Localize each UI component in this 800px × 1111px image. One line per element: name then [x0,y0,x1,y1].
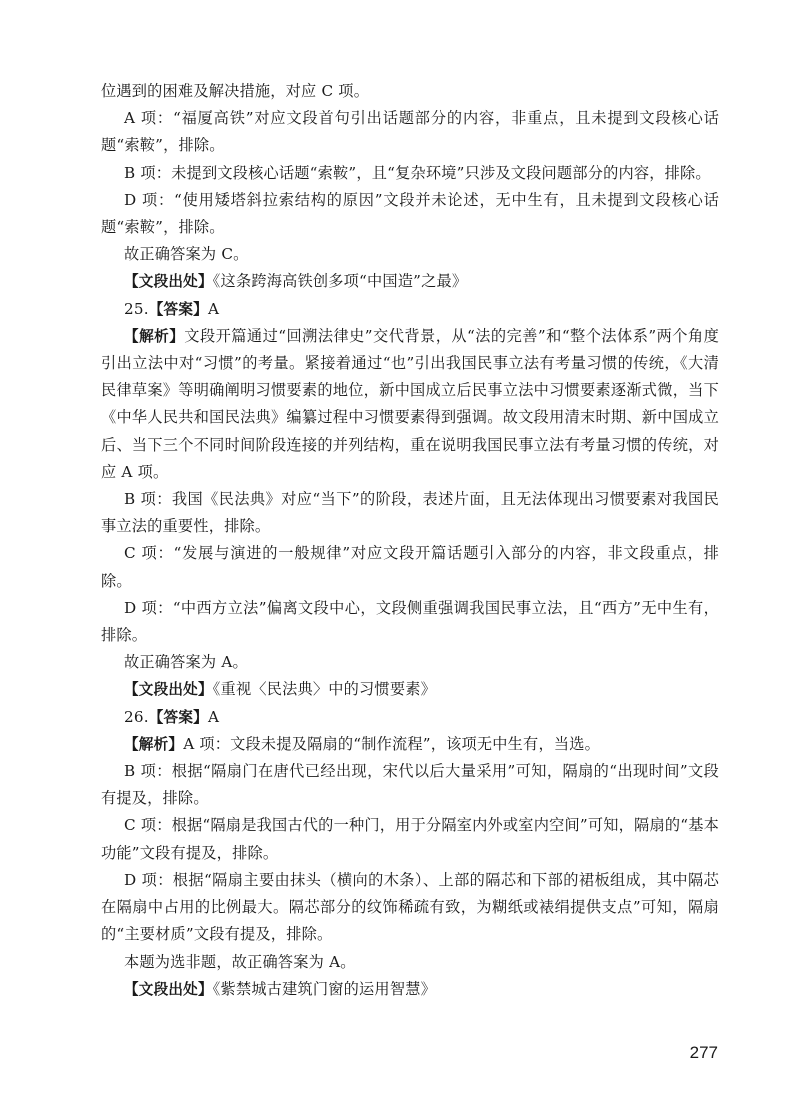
paragraph [101,949,719,976]
paragraph-text: A 项：“福厦高铁”对应文段首句引出话题部分的内容，非重点，且未提到文段核心话题“索鞍”，排除。 [101,109,719,155]
section-tag: 【答案】 [148,300,208,318]
paragraph [101,540,719,594]
paragraph [101,976,719,1003]
paragraph [101,187,719,241]
question-number: 26. [124,707,149,726]
paragraph [101,758,719,812]
paragraph [101,867,719,949]
paragraph-text: 故正确答案为 C。 [124,245,249,264]
paragraph [101,649,719,676]
paragraph-text: 《重视〈民法典〉中的习惯要素》 [212,680,436,699]
paragraph-text: D 项：“使用矮塔斜拉索结构的原因”文段并未论述，无中生有，且未提到文段核心话题“索鞍”，排除。 [101,190,719,237]
paragraph-text: C 项：“发展与演进的一般规律”对应文段开篇话题引入部分的内容，非文段重点，排除。 [101,544,719,590]
document-body [101,78,719,1003]
paragraph-text: A 项：文段未提及隔扇的“制作流程”，该项无中生有，当选。 [183,734,600,753]
paragraph [101,241,719,268]
paragraph-text: 故正确答案为 A。 [124,653,248,672]
question-number: 25. [124,299,149,318]
paragraph-text: D 项：根据“隔扇主要由抹头（横向的木条）、上部的隔芯和下部的裙板组成，其中隔芯在隔扇中占用的比例最大。隔芯部分的纹饰稀疏有致，为糊纸或裱绢提供支点”可知，隔扇的“主要材质”文段有提及，排除。 [101,870,719,944]
paragraph-text: B 项：未提到文段核心话题“索鞍”，且“复杂环境”只涉及文段问题部分的内容，排除。 [124,163,711,182]
paragraph-text: 《这条跨海高铁创多项“中国造”之最》 [212,272,468,291]
paragraph [101,268,719,295]
paragraph [101,812,719,866]
section-tag: 【答案】 [148,708,208,726]
paragraph [101,323,719,486]
paragraph-text: C 项：根据“隔扇是我国古代的一种门，用于分隔室内外或室内空间”可知，隔扇的“基本功能”文段有提及，排除。 [101,816,719,862]
paragraph-text: A [207,299,220,318]
section-tag: 【解析】 [124,735,184,753]
paragraph-text: 本题为选非题，故正确答案为 A。 [124,952,356,971]
section-tag: 【文段出处】 [124,273,213,291]
paragraph [101,160,719,187]
section-tag: 【文段出处】 [124,681,213,699]
paragraph-text: D 项：“中西方立法”偏离文段中心，文段侧重强调我国民事立法，且“西方”无中生有，排除。 [101,598,719,645]
paragraph-text: B 项：我国《民法典》对应“当下”的阶段，表述片面，且无法体现出习惯要素对我国民事立法的重要性，排除。 [101,490,719,536]
paragraph [101,676,719,703]
section-tag: 【文段出处】 [124,980,213,998]
paragraph-text: A [207,707,220,726]
paragraph [101,105,719,159]
paragraph [101,595,719,649]
page-number: 277 [689,1043,718,1062]
paragraph [101,78,719,105]
paragraph-text: 位遇到的困难及解决措施，对应 C 项。 [101,82,370,100]
paragraph [101,486,719,540]
paragraph [101,731,719,758]
paragraph [101,704,719,731]
section-tag: 【解析】 [124,327,185,345]
paragraph [101,296,719,323]
paragraph-text: B 项：根据“隔扇门在唐代已经出现，宋代以后大量采用”可知，隔扇的“出现时间”文段有提及，排除。 [101,762,719,808]
paragraph-text: 《紫禁城古建筑门窗的运用智慧》 [212,979,436,998]
paragraph-text: 文段开篇通过“回溯法律史”交代背景，从“法的完善”和“整个法体系”两个角度引出立法中对“习惯”的考量。紧接着通过“也”引出我国民事立法有考量习惯的传统，《大清民律草案》等明确阐明习惯要素的地位，新中国成立后民事立法中习惯要素逐渐式微，当下《中华人民共和国民法典》编纂过程中习惯要素得到强调。故文段用清末时期、新中国成立后、当下三个不同时间阶段连接的并列结构，重在说明我国民事立法有考量习惯的传统，对应 A 项。 [101,326,719,481]
